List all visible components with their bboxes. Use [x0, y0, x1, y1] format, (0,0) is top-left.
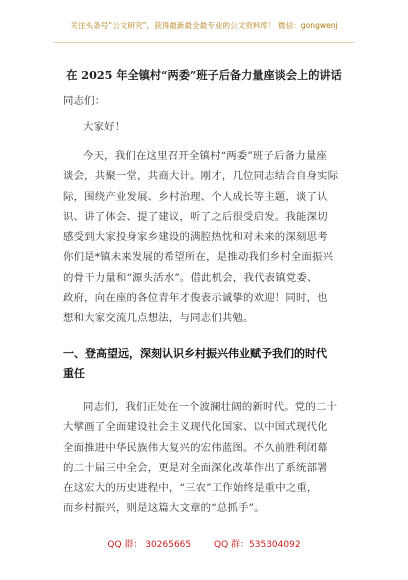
paragraph-line: 谈会，共聚一堂，共商大计。刚才，几位同志结合自身实际: [63, 170, 339, 183]
paragraph-line: 而乡村振兴，则是这篇大文章的“总抓手”。: [63, 502, 265, 515]
footer-qq-group-2: QQ 群：535304092: [214, 540, 301, 550]
paragraph-line: 想和大家交流几点想法，与同志们共勉。: [63, 312, 254, 325]
paragraph-line: 的骨干力量和“源头活水”。借此机会，我代表镇党委、: [63, 271, 318, 284]
paragraph-line: 大擘画了全面建设社会主义现代化国家、以中国式现代化: [63, 421, 328, 434]
footer-qq-group-1: QQ 群： 30265665: [107, 540, 192, 550]
paragraph-line: 感受到大家投身家乡建设的满腔热忱和对未来的深刻思考: [63, 231, 328, 244]
intro-paragraph: [63, 146, 339, 329]
document-title: 在 2025 年全镇村“两委”班子后备力量座谈会上的讲话: [66, 68, 342, 82]
section-heading-line: 重任: [63, 367, 85, 381]
header-divider: [54, 42, 354, 43]
section-heading-line: 一、登高望远，深刻认识乡村振兴伟业赋予我们的时代: [63, 347, 327, 360]
paragraph-line: 全面推进中华民族伟大复兴的宏伟蓝图。不久前胜利闭幕: [63, 441, 328, 454]
page-footer: [0, 537, 408, 550]
paragraph-line: 同志们，我们正处在一个波澜壮阔的新时代。党的二十: [83, 401, 338, 413]
paragraph-line: 际，围绕产业发展、乡村治理、个人成长等主题，谈了认: [63, 190, 328, 203]
paragraph-line: 在这宏大的历史进程中，“三农”工作始终是重中之重，: [63, 482, 318, 495]
greeting: 大家好！: [83, 121, 126, 133]
page-header-banner: 关注头条号“公文研究”，获得最新最全最专业的公文资料库！ 微信：gongwenj: [70, 21, 338, 30]
paragraph-line: 政府，向在座的各位青年才俊表示诚挚的欢迎！同时，也: [63, 292, 328, 305]
paragraph-line: 你们是*镇未来发展的希望所在，是推动我们乡村全面振兴: [63, 251, 334, 264]
section1-paragraph: [63, 397, 338, 519]
paragraph-line: 的二十届三中全会，更是对全面深化改革作出了系统部署: [63, 461, 328, 474]
paragraph-line: 今天，我们在这里召开全镇村“两委”班子后备力量座: [83, 150, 328, 162]
section-heading: [63, 344, 343, 385]
salutation: 同志们：: [63, 95, 106, 107]
paragraph-line: 识、讲了体会、提了建议，听了之后很受启发。我能深切: [63, 210, 328, 223]
